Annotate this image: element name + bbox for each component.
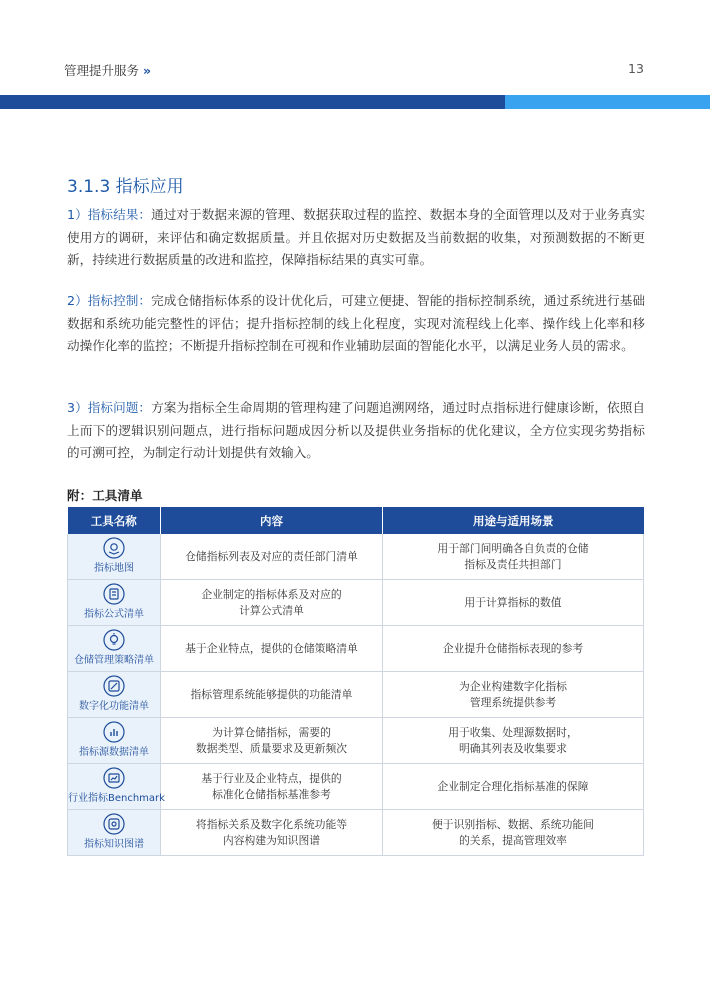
tool-content: 基于行业及企业特点，提供的 标准化仓储指标基准参考 — [161, 764, 383, 810]
tool-name-cell — [68, 672, 161, 718]
column-header-tool-name: 工具名称 — [68, 507, 161, 534]
tool-content: 基于企业特点，提供的仓储策略清单 — [161, 626, 383, 672]
tool-name-cell — [68, 534, 161, 580]
paragraph-text: 通过对于数据来源的管理、数据获取过程的监控、数据本身的全面管理以及对于业务真实使用方的调研，来评估和确定数据质量。并且依据对历史数据及当前数据的收集，对预测数据的不断更新，持续进行数据质量的改进和监控，保障指标结果的真实可靠。 — [67, 207, 646, 267]
tool-name: 数字化功能清单 — [79, 700, 149, 712]
table-row — [68, 718, 644, 764]
column-header-content: 内容 — [161, 507, 383, 534]
tool-name: 仓储管理策略清单 — [74, 654, 154, 666]
tool-name-cell — [68, 764, 165, 810]
table-row — [68, 672, 644, 718]
tool-name-cell — [68, 718, 161, 764]
tool-name-cell — [68, 580, 161, 626]
paragraph-lead: 3）指标问题： — [67, 400, 152, 415]
tool-usage: 企业提升仓储指标表现的参考 — [383, 626, 644, 672]
tool-name-cell — [68, 810, 161, 856]
table-header-row — [68, 507, 644, 534]
tool-name: 指标地图 — [94, 562, 134, 574]
tool-name-cell — [68, 626, 161, 672]
table-row — [68, 626, 644, 672]
column-header-usage: 用途与适用场景 — [383, 507, 644, 534]
paragraph-lead: 2）指标控制： — [67, 293, 152, 308]
header-bar-dark — [0, 95, 505, 109]
header-label-text: 管理提升服务 — [64, 63, 140, 78]
tool-usage: 便于识别指标、数据、系统功能间 的关系，提高管理效率 — [383, 810, 644, 856]
tool-usage: 企业制定合理化指标基准的保障 — [383, 764, 644, 810]
tool-usage: 用于计算指标的数值 — [383, 580, 644, 626]
tool-content: 为计算仓储指标，需要的 数据类型、质量要求及更新频次 — [161, 718, 383, 764]
tool-name: 行业指标Benchmark — [68, 792, 165, 804]
paragraph-indicator-control — [67, 290, 645, 358]
formula-icon — [103, 583, 125, 605]
tool-usage: 用于部门间明确各自负责的仓储 指标及责任共担部门 — [383, 534, 644, 580]
lightbulb-icon — [103, 629, 125, 651]
paragraph-lead: 1）指标结果： — [67, 207, 152, 222]
tool-content: 企业制定的指标体系及对应的 计算公式清单 — [161, 580, 383, 626]
tool-name: 指标知识图谱 — [84, 838, 144, 850]
paragraph-text: 完成仓储指标体系的设计优化后，可建立便捷、智能的指标控制系统，通过系统进行基础数据和系统功能完整性的评估；提升指标控制的线上化程度，实现对流程线上化率、操作线上化率和移动操作化率的监控；不断提升指标控制在可视和作业辅助层面的智能化水平，以满足业务人员的需求。 — [67, 293, 646, 353]
table-row — [68, 534, 644, 580]
paragraph-text: 方案为指标全生命周期的管理构建了问题追溯网络，通过时点指标进行健康诊断，依照自上而下的逻辑识别问题点，进行指标问题成因分析以及提供业务指标的优化建议，全方位实现劣势指标的可溯可控，为制定行动计划提供有效输入。 — [67, 400, 646, 460]
tool-list-table — [67, 507, 644, 856]
bar-chart-icon — [103, 721, 125, 743]
chevron-right-icon: » — [143, 63, 152, 78]
header-bar-light — [505, 95, 710, 109]
table-row — [68, 764, 644, 810]
tool-usage: 用于收集、处理源数据时， 明确其列表及收集要求 — [383, 718, 644, 764]
tool-usage: 为企业构建数字化指标 管理系统提供参考 — [383, 672, 644, 718]
tool-content: 指标管理系统能够提供的功能清单 — [161, 672, 383, 718]
map-pin-icon — [103, 537, 125, 559]
header-label — [64, 61, 151, 79]
trend-icon — [103, 675, 125, 697]
benchmark-icon — [103, 767, 125, 789]
tool-name: 指标公式清单 — [84, 608, 144, 620]
tool-content: 仓储指标列表及对应的责任部门清单 — [161, 534, 383, 580]
tool-name: 指标源数据清单 — [79, 746, 149, 758]
tool-content: 将指标关系及数字化系统功能等 内容构建为知识图谱 — [161, 810, 383, 856]
appendix-title: 附：工具清单 — [67, 488, 143, 503]
section-title: 3.1.3 指标应用 — [67, 177, 184, 197]
table-row — [68, 580, 644, 626]
table-row — [68, 810, 644, 856]
paragraph-indicator-problems — [67, 397, 645, 465]
paragraph-indicator-results — [67, 204, 645, 272]
page-number: 13 — [628, 61, 644, 76]
knowledge-graph-icon — [103, 813, 125, 835]
